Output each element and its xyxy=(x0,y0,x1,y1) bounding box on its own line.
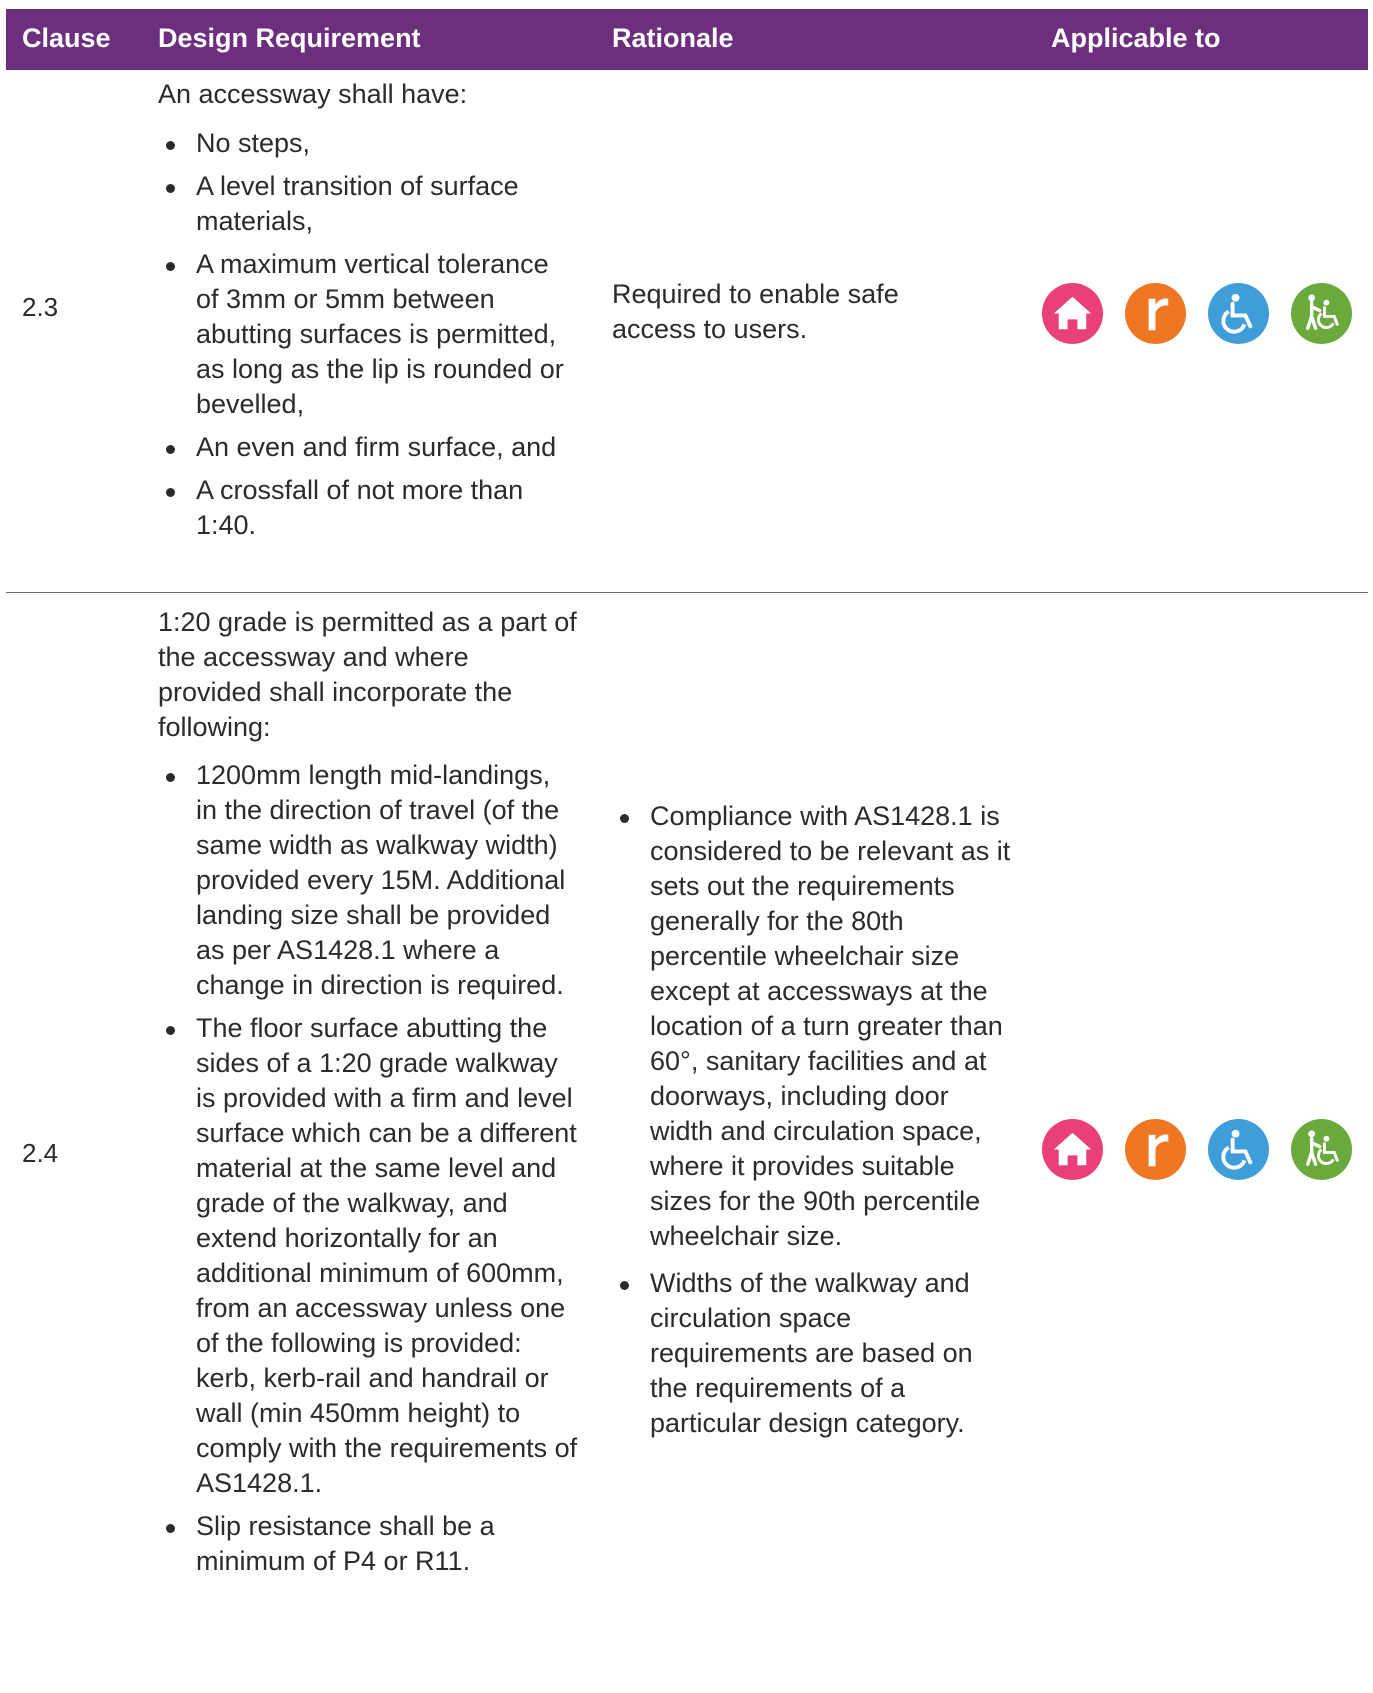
list-item: A crossfall of not more than 1:40. xyxy=(158,473,578,543)
requirements-table xyxy=(6,9,1368,1693)
wheelchair-icon xyxy=(1208,1119,1269,1180)
wheelchair-icon xyxy=(1208,283,1269,344)
list-item: 1200mm length mid-landings, in the direction of travel (of the same width as walkway width) provided every 15M. Additional landing size shall be provided as per AS1428.1 where a change in direction is required. xyxy=(158,758,578,1003)
requirement-intro: 1:20 grade is permitted as a part of the accessway and where provided shall incorporate the following: xyxy=(158,607,577,742)
rationale xyxy=(612,277,952,347)
requirement-intro: An accessway shall have: xyxy=(158,79,468,109)
requirement-list xyxy=(158,758,578,1579)
applicable-icons xyxy=(1042,1119,1352,1180)
header-clause: Clause xyxy=(22,23,111,53)
home-icon xyxy=(1042,1119,1103,1180)
list-item: The floor surface abutting the sides of a 1:20 grade walkway is provided with a firm and level surface which can be a different material at the same level and grade of the walkway, and extend horizontally for an additional minimum of 600mm, from an accessway unless one of the following is provided: kerb, kerb-rail and handrail or wall (min 450mm height) to comply with the requirements of AS1428.1. xyxy=(158,1011,578,1501)
design-requirement xyxy=(158,77,578,551)
design-requirement xyxy=(158,605,578,1587)
list-item: Compliance with AS1428.1 is considered to be relevant as it sets out the requirements generally for the 80th percentile wheelchair size except at accessways at the location of a turn greater than 60°, sanitary facilities and at doorways, including door width and circulation space, where it provides suitable sizes for the 90th percentile wheelchair size. xyxy=(612,799,1012,1254)
clause-number: 2.3 xyxy=(22,292,59,322)
rationale xyxy=(612,799,1012,1449)
home-icon xyxy=(1042,283,1103,344)
table-row xyxy=(6,70,1368,593)
table-header xyxy=(6,9,1368,70)
rationale-list xyxy=(612,799,1012,1441)
table-row xyxy=(6,593,1368,1693)
header-applicable-to: Applicable to xyxy=(1051,23,1221,53)
list-item: An even and firm surface, and xyxy=(158,430,578,465)
list-item: A maximum vertical tolerance of 3mm or 5mm between abutting surfaces is permitted, as long as the lip is rounded or bevelled, xyxy=(158,247,578,422)
clause-number: 2.4 xyxy=(22,1138,59,1168)
assisted-wheelchair-icon xyxy=(1291,283,1352,344)
rationale-text: Required to enable safe access to users. xyxy=(612,279,899,344)
list-item: No steps, xyxy=(158,126,578,161)
header-design-requirement: Design Requirement xyxy=(158,23,421,53)
requirement-list xyxy=(158,126,578,543)
list-item: Slip resistance shall be a minimum of P4 or R11. xyxy=(158,1509,578,1579)
assisted-wheelchair-icon xyxy=(1291,1119,1352,1180)
applicable-icons xyxy=(1042,283,1352,344)
r-letter-icon xyxy=(1125,1119,1186,1180)
list-item: Widths of the walkway and circulation space requirements are based on the requirements of a particular design category. xyxy=(612,1266,1012,1441)
r-letter-icon xyxy=(1125,283,1186,344)
list-item: A level transition of surface materials, xyxy=(158,169,578,239)
header-rationale: Rationale xyxy=(612,23,734,53)
